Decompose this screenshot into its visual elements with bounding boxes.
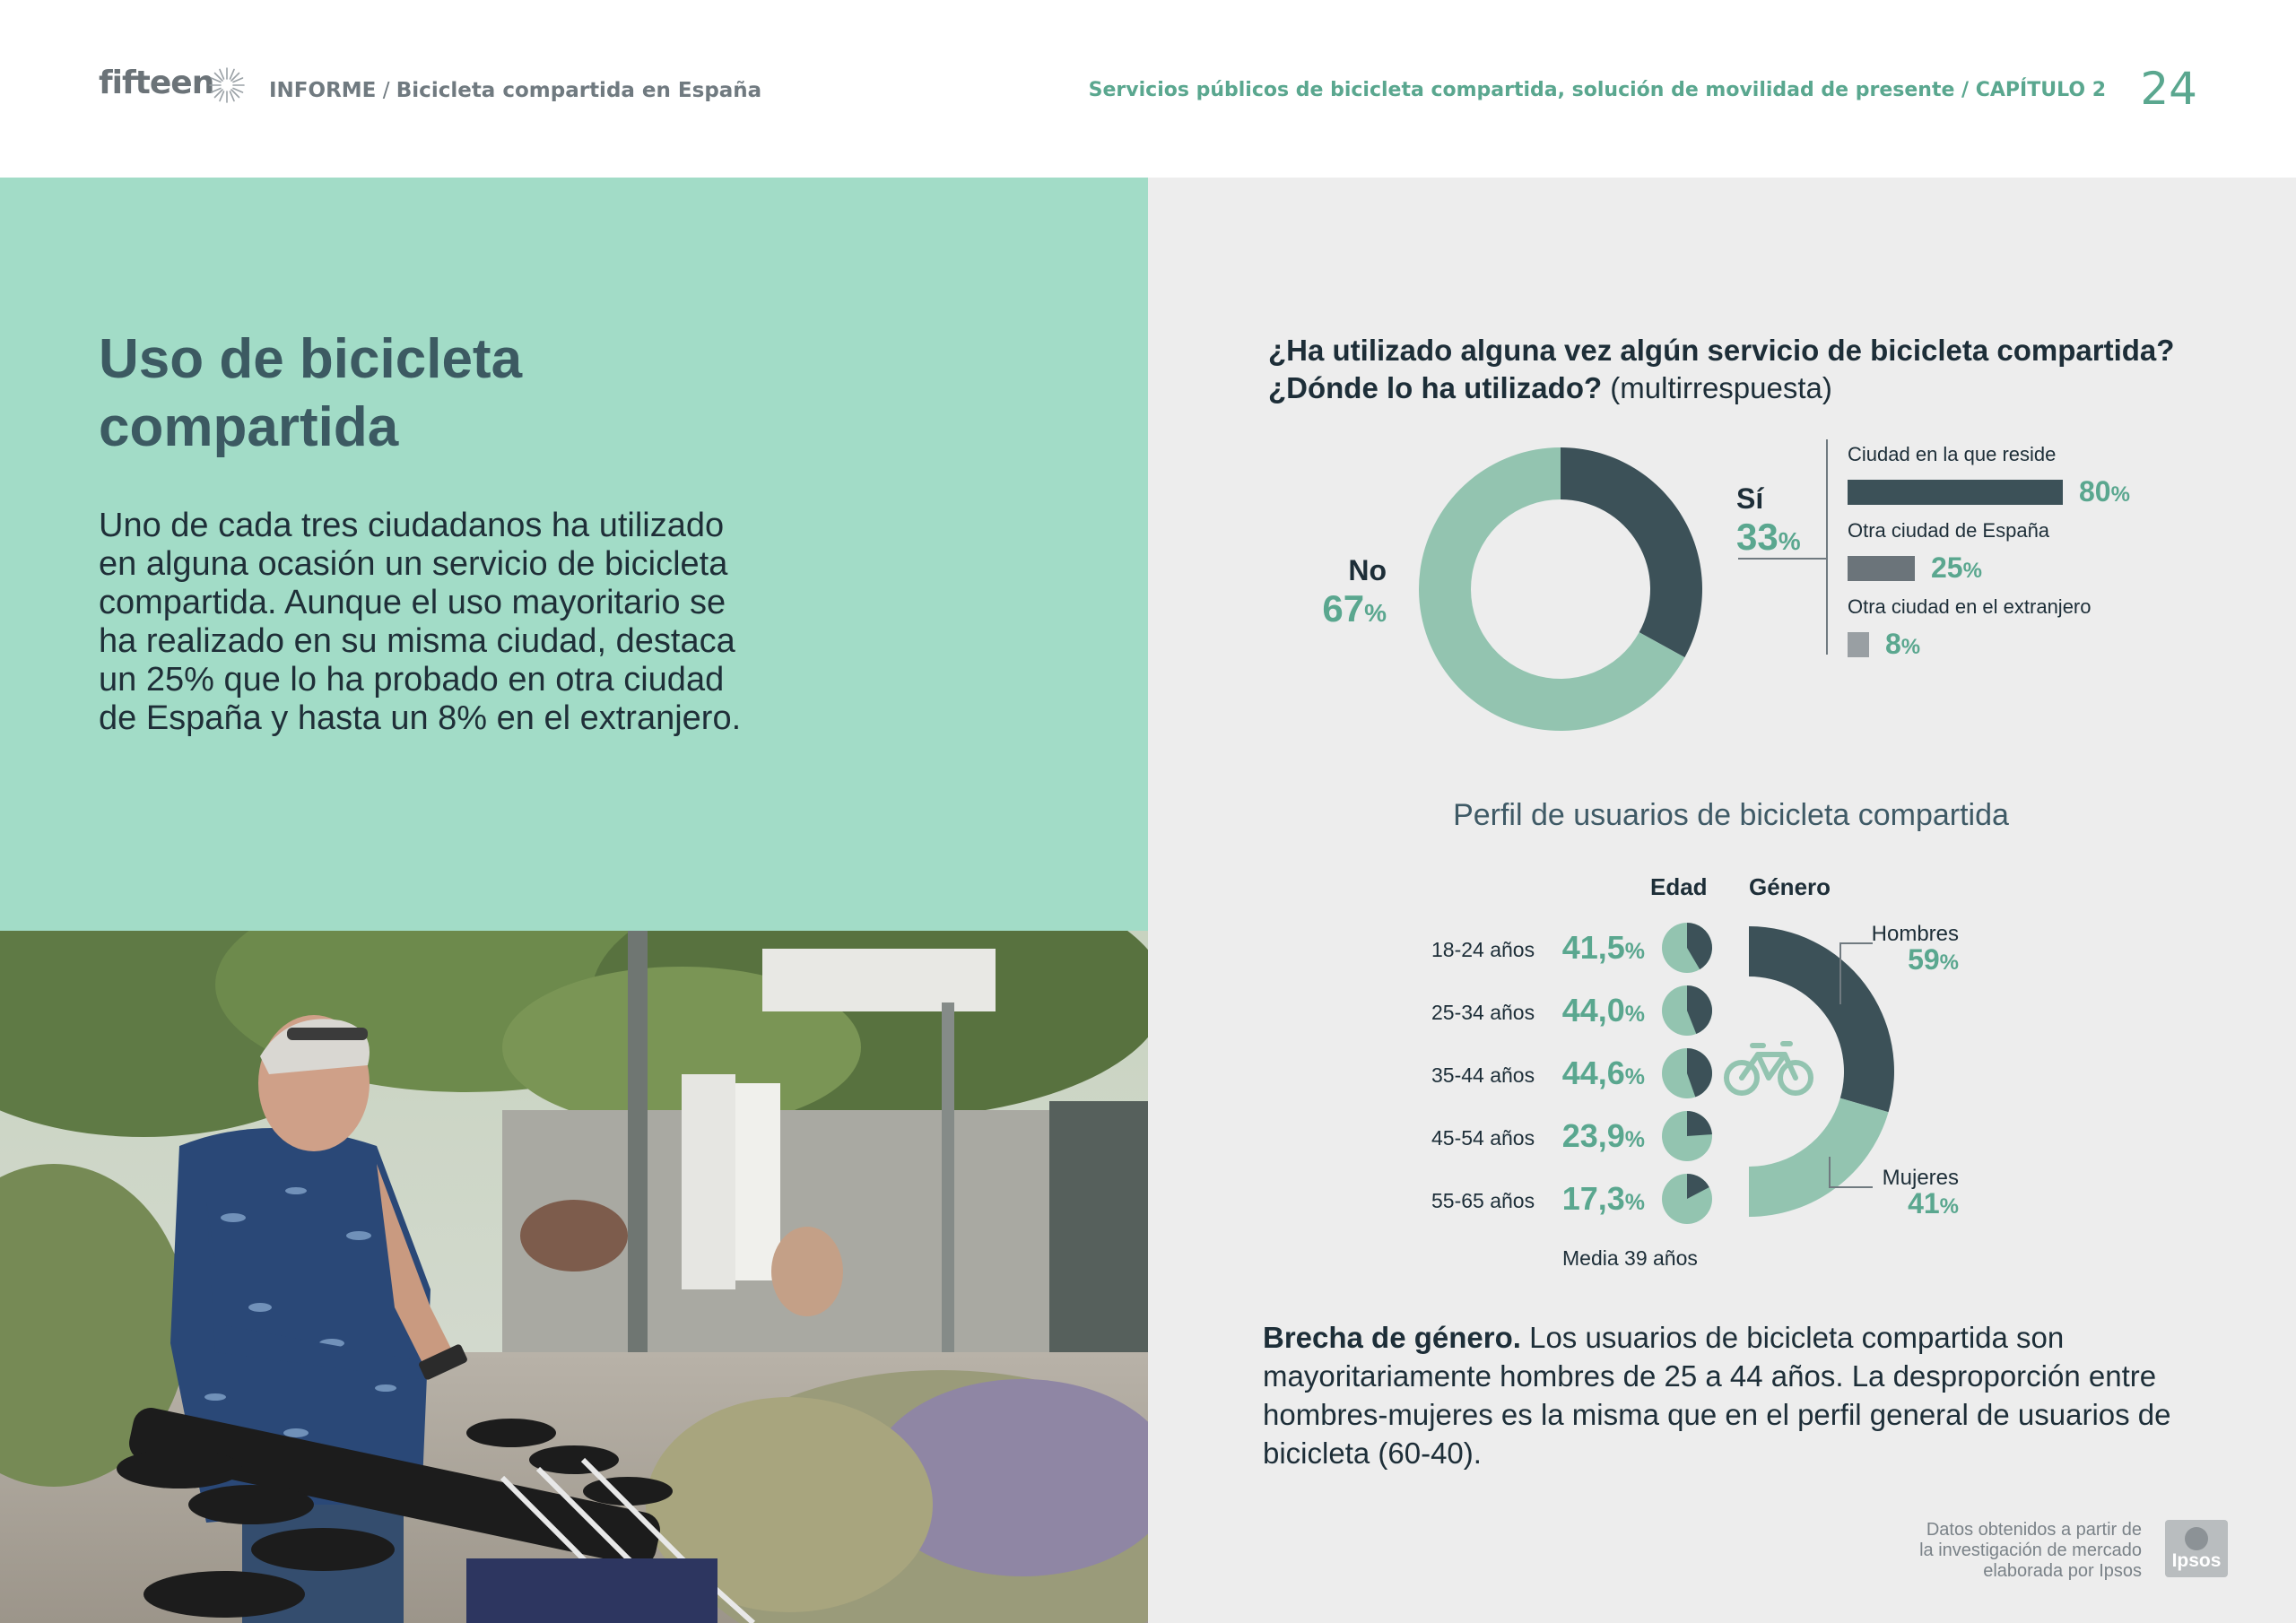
percent-sign: %	[1900, 635, 1921, 659]
age-row	[1399, 1047, 1713, 1101]
bar-row	[1848, 551, 2206, 585]
breadcrumb-separator: /	[376, 79, 396, 102]
bar	[1848, 480, 2063, 505]
gender-gap-line: bicicleta (60-40).	[1263, 1436, 1482, 1470]
gender-gap-lead: Brecha de género.	[1263, 1321, 1521, 1354]
fifteen-logo: fifteen	[99, 65, 214, 101]
bar-label: Otra ciudad en el extranjero	[1848, 595, 2092, 618]
question-line-1: ¿Ha utilizado alguna vez algún servicio de bicicleta compartida?	[1268, 334, 2175, 367]
no-label	[1283, 554, 1387, 630]
percent-sign: %	[1624, 939, 1645, 964]
ipsos-logo-text: Ipsos	[2171, 1550, 2222, 1571]
source-line: la investigación de mercado	[1919, 1541, 2142, 1560]
age-value-number: 41,5	[1561, 929, 1625, 966]
connector-line	[1738, 558, 1828, 560]
report-title: Bicicleta compartida en España	[396, 79, 762, 102]
percent-sign: %	[1624, 1002, 1645, 1027]
bar-value	[2079, 475, 2130, 508]
age-label: 55-65 años	[1431, 1189, 1535, 1212]
age-value	[1562, 1180, 1645, 1218]
age-label: 35-44 años	[1431, 1063, 1535, 1087]
intro-paragraph	[99, 507, 816, 738]
bar-row	[1848, 628, 2206, 661]
bar-item-abroad	[1848, 595, 2206, 661]
age-header: Edad	[1650, 873, 1708, 900]
gender-gap-line: hombres-mujeres es la misma que en el perfil general de usuarios de	[1263, 1398, 2171, 1431]
title-line-2: compartida	[99, 396, 399, 458]
page-header	[0, 0, 2296, 178]
bar-row	[1848, 475, 2206, 508]
men-name: Hombres	[1871, 922, 1959, 946]
ipsos-mark-icon	[2185, 1527, 2208, 1550]
question-line-2: ¿Dónde lo ha utilizado?	[1268, 371, 1603, 404]
section-label: Servicios públicos de bicicleta compartida, solución de movilidad de presente / CAPÍTULO 2	[1088, 79, 2106, 101]
man-with-bike-share-photo	[0, 931, 1148, 1623]
percent-sign: %	[1364, 599, 1387, 627]
bar-value	[1885, 628, 1920, 661]
profile-title: Perfil de usuarios de bicicleta compartida	[1453, 798, 2009, 832]
ipsos-logo	[2165, 1520, 2228, 1577]
report-prefix: INFORME	[269, 79, 377, 102]
women-label	[1857, 1166, 1959, 1220]
source-line: elaborada por Ipsos	[1983, 1561, 2142, 1581]
women-percentage	[1857, 1187, 1959, 1220]
intro-line: Uno de cada tres ciudadanos ha utilizado	[99, 507, 725, 544]
gender-gap-paragraph	[1263, 1318, 2213, 1472]
gender-gap-line: Los usuarios de bicicleta compartida son	[1520, 1321, 2065, 1354]
age-value-number: 23,9	[1561, 1117, 1625, 1154]
bar-value-number: 80	[2079, 475, 2111, 508]
intro-line: en alguna ocasión un servicio de bicicleta	[99, 545, 728, 583]
bar-value-number: 25	[1931, 551, 1963, 584]
age-row	[1399, 922, 1713, 976]
bar-value-number: 8	[1885, 628, 1901, 660]
bar	[1848, 556, 1915, 581]
si-percentage	[1736, 516, 1801, 559]
gender-header: Género	[1749, 873, 1831, 900]
percent-sign: %	[1939, 1194, 1959, 1219]
si-value: 33	[1736, 516, 1779, 558]
intro-line: un 25% que lo ha probado en otra ciudad	[99, 661, 725, 699]
sunburst-icon	[208, 66, 246, 104]
gender-gap-line: mayoritariamente hombres de 25 a 44 años. La desproporción entre	[1263, 1359, 2157, 1393]
age-value-number: 44,0	[1561, 992, 1625, 1028]
age-row	[1399, 1173, 1713, 1227]
age-value	[1562, 1055, 1645, 1092]
age-value	[1562, 992, 1645, 1029]
no-percentage	[1283, 587, 1387, 630]
percent-sign: %	[2110, 482, 2130, 507]
women-name: Mujeres	[1882, 1166, 1959, 1190]
si-word: Sí	[1736, 482, 1764, 515]
age-label: 25-34 años	[1431, 1001, 1535, 1024]
percent-sign: %	[1962, 559, 1982, 583]
women-value: 41	[1908, 1187, 1940, 1219]
age-value	[1562, 1117, 1645, 1155]
bar-label: Otra ciudad de España	[1848, 519, 2050, 542]
percent-sign: %	[1624, 1064, 1645, 1089]
title-line-1: Uso de bicicleta	[99, 328, 523, 390]
age-value-number: 17,3	[1561, 1180, 1625, 1217]
percent-sign: %	[1624, 1190, 1645, 1215]
bar-item-other-spain	[1848, 519, 2206, 585]
intro-line: compartida. Aunque el uso mayoritario se	[99, 584, 726, 621]
usage-donut-chart	[1417, 446, 1704, 733]
intro-line: ha realizado en su misma ciudad, destaca	[99, 622, 735, 660]
question-note: (multirrespuesta)	[1602, 371, 1832, 404]
age-label: 18-24 años	[1431, 938, 1535, 961]
page-title	[99, 325, 906, 462]
bicycle-icon	[1722, 1037, 1815, 1099]
intro-panel	[0, 178, 1148, 931]
percent-sign: %	[1939, 950, 1959, 975]
page-number: 24	[2140, 63, 2197, 115]
photo-illustration	[0, 931, 1148, 1623]
bar-value	[1931, 551, 1982, 585]
percent-sign: %	[1624, 1127, 1645, 1152]
men-label	[1857, 922, 1959, 976]
report-breadcrumb	[269, 79, 761, 102]
men-percentage	[1857, 943, 1959, 976]
si-label	[1736, 482, 1801, 559]
question-title	[1268, 332, 2219, 407]
source-note	[1830, 1520, 2142, 1582]
age-row	[1399, 985, 1713, 1038]
age-label: 45-54 años	[1431, 1126, 1535, 1150]
age-row	[1399, 1110, 1713, 1164]
no-value: 67	[1322, 587, 1365, 629]
mean-age: Media 39 años	[1562, 1246, 1698, 1270]
percent-sign: %	[1778, 527, 1801, 555]
bar	[1848, 632, 1869, 657]
age-value	[1562, 929, 1645, 967]
bars-divider	[1826, 439, 1828, 655]
bar-item-home-city	[1848, 443, 2206, 508]
age-value-number: 44,6	[1561, 1055, 1625, 1091]
intro-line: de España y hasta un 8% en el extranjero.	[99, 699, 742, 737]
source-line: Datos obtenidos a partir de	[1926, 1520, 2142, 1540]
donut-slice-si	[1561, 447, 1702, 657]
no-word: No	[1348, 554, 1387, 586]
men-value: 59	[1908, 943, 1940, 976]
bar-label: Ciudad en la que reside	[1848, 443, 2057, 465]
